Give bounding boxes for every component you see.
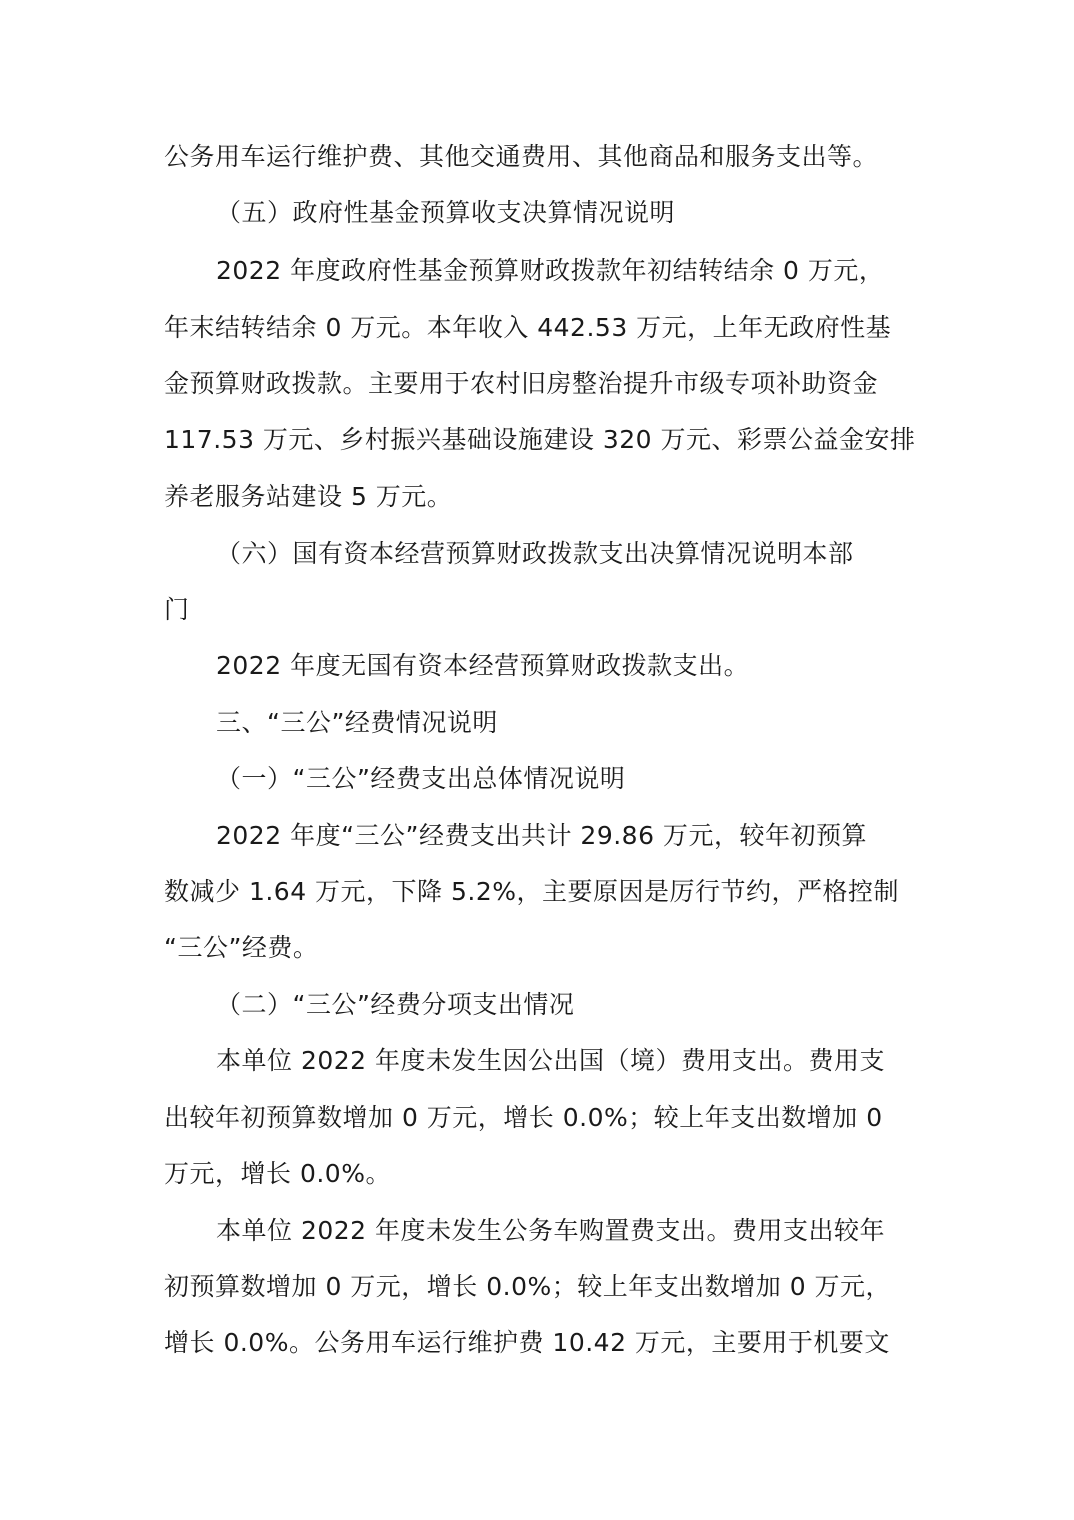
text-line-15: “三公”经费。 — [164, 933, 319, 962]
text-line-3: 2022 年度政府性基金预算财政拨款年初结转结余 0 万元， — [216, 256, 885, 285]
section-heading-3: 三、“三公”经费情况说明 — [216, 708, 498, 737]
text-line-17: 本单位 2022 年度未发生因公出国（境）费用支出。费用支 — [216, 1046, 886, 1075]
section-heading-5: （五）政府性基金预算收支决算情况说明 — [216, 198, 676, 227]
text-line-9: 门 — [164, 595, 190, 624]
text-line-4: 年末结转结余 0 万元。本年收入 442.53 万元，上年无政府性基 — [164, 313, 892, 342]
text-line-21: 初预算数增加 0 万元，增长 0.0%；较上年支出数增加 0 万元， — [164, 1272, 892, 1301]
section-heading-6: （六）国有资本经营预算财政拨款支出决算情况说明本部 — [216, 539, 854, 568]
subsection-heading-2: （二）“三公”经费分项支出情况 — [216, 990, 575, 1019]
text-line-14: 数减少 1.64 万元，下降 5.2%，主要原因是厉行节约，严格控制 — [164, 877, 900, 906]
text-line-7: 养老服务站建设 5 万元。 — [164, 482, 453, 511]
text-line-22: 增长 0.0%。公务用车运行维护费 10.42 万元，主要用于机要文 — [164, 1328, 890, 1357]
text-line-5: 金预算财政拨款。主要用于农村旧房整治提升市级专项补助资金 — [164, 369, 879, 398]
subsection-heading-1: （一）“三公”经费支出总体情况说明 — [216, 764, 626, 793]
text-line-18: 出较年初预算数增加 0 万元，增长 0.0%；较上年支出数增加 0 — [164, 1103, 883, 1132]
text-line-1: 公务用车运行维护费、其他交通费用、其他商品和服务支出等。 — [164, 142, 879, 171]
text-line-13: 2022 年度“三公”经费支出共计 29.86 万元，较年初预算 — [216, 821, 867, 850]
text-line-19: 万元，增长 0.0%。 — [164, 1159, 391, 1188]
text-line-10: 2022 年度无国有资本经营预算财政拨款支出。 — [216, 651, 750, 680]
text-line-20: 本单位 2022 年度未发生公务车购置费支出。费用支出较年 — [216, 1216, 886, 1245]
text-line-6: 117.53 万元、乡村振兴基础设施建设 320 万元、彩票公益金安排 — [164, 425, 916, 454]
